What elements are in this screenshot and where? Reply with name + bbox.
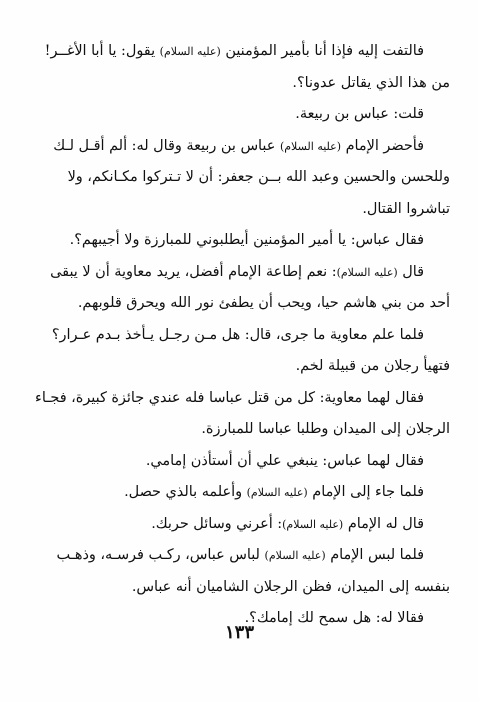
text-run: قال له الإمام	[347, 515, 424, 532]
text-run: : نعم إطاعة الإمام أفضل، يريد معاوية أن لا يبقى	[50, 263, 337, 280]
paragraph: قلت: عباس بن ربيعة.	[295, 106, 424, 122]
text-run: فلما جاء إلى الإمام	[312, 484, 424, 500]
honorific-note: (عليه السلام)	[279, 139, 342, 153]
paragraph-line: بنفسه إلى الميدان، فظن الرجلان الشاميان أنه عباس.	[131, 578, 450, 595]
paragraph	[30, 540, 450, 572]
paragraph: فقالا له: هل سمح لك إمامك؟.	[244, 610, 424, 626]
paragraph-line: تباشروا القتال.	[362, 200, 450, 217]
paragraph: فقال لهما معاوية: كل من قتل عباسا فله عندي جائزة كبيرة، فجـاء	[35, 389, 424, 406]
text-run: قال	[402, 263, 424, 280]
paragraph	[30, 257, 450, 289]
text-run: : أعرني وسائل حربك.	[151, 515, 283, 532]
paragraph-line: أحد من بني هاشم حيا، ويحب أن يطفئ نور الله ويحرق قلوبهم.	[77, 295, 450, 311]
paragraph-line: وللحسن والحسين وعبد الله بــن جعفر: أن لا تـتركوا مكـانكم، ولا	[67, 169, 450, 185]
text-run: يقول: يا أبا الأغــر!	[44, 43, 156, 59]
honorific-note: (عليه السلام)	[246, 486, 308, 499]
paragraph	[30, 509, 450, 541]
page-number: ١٣٣	[224, 622, 254, 643]
paragraph-line: فتهيأ رجلان من قبيلة لخم.	[295, 358, 450, 374]
honorific-note: (عليه السلام)	[264, 549, 326, 562]
honorific-note: (عليه السلام)	[159, 45, 221, 58]
text-run: فلما لبس الإمام	[330, 547, 424, 563]
text-run: لباس عباس، ركـب فرسـه، وذهـب	[56, 547, 260, 563]
honorific-note: (عليه السلام)	[282, 517, 344, 531]
paragraph: فلما علم معاوية ما جرى، قال: هل مـن رجـل يـأخذ بـدم عـرار؟	[51, 326, 424, 343]
page-body	[30, 36, 450, 635]
text-run: وأعلمه بالذي حصل.	[124, 484, 243, 500]
paragraph: فقال لهما عباس: ينبغي علي أن أستأذن إمامي.	[145, 452, 424, 469]
paragraph	[30, 477, 450, 509]
paragraph	[30, 131, 450, 163]
honorific-note: (عليه السلام)	[336, 265, 398, 279]
paragraph: فقال عباس: يا أمير المؤمنين أيطلبوني للمبارزة ولا أجيبهم؟.	[69, 232, 424, 248]
paragraph-line: الرجلان إلى الميدان وطلبا عباسا للمبارزة.	[201, 421, 450, 437]
paragraph	[30, 36, 450, 68]
text-run: فالتفت إليه فإذا أنا بأمير المؤمنين	[225, 43, 424, 59]
text-run: عباس بن ربيعة وقال له: ألم أقـل لـك	[53, 137, 276, 154]
paragraph-line: من هذا الذي يقاتل عدونا؟.	[292, 74, 450, 91]
text-run: فأحضر الإمام	[345, 137, 424, 154]
